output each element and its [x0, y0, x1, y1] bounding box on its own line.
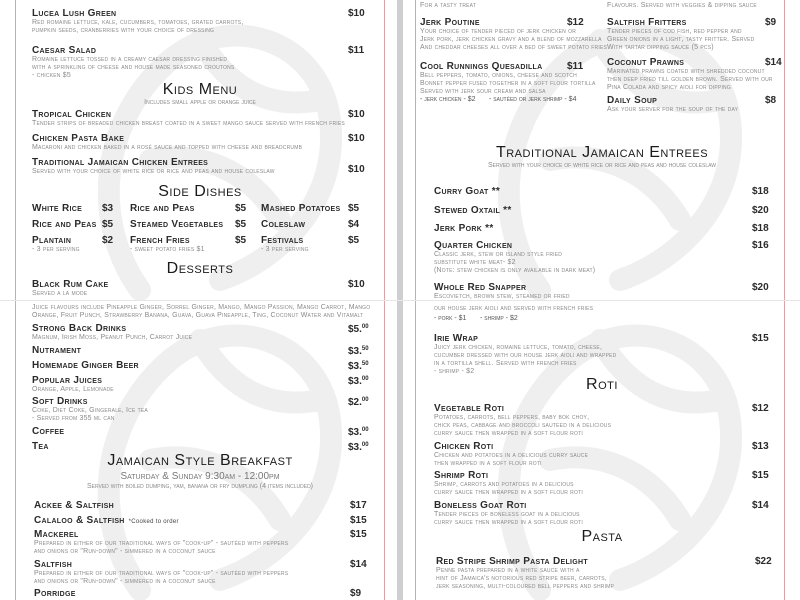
menu-item-name [434, 334, 478, 344]
page-border-line [15, 300, 16, 600]
page-border-line [384, 300, 385, 600]
menu-item-name [32, 324, 126, 334]
partial-description: our house jerk aioli and served with french fries [434, 305, 594, 312]
price-amount: $10 [348, 279, 365, 290]
menu-item-description: Served a la mode [32, 290, 88, 297]
menu-item-name [436, 557, 588, 567]
menu-item-label: Saltfish [34, 559, 73, 570]
section-title-desserts: Desserts [166, 260, 234, 277]
menu-item-name [34, 516, 179, 526]
menu-item-price [752, 404, 769, 414]
menu-item-price [755, 557, 772, 567]
menu-item-description: Tender strips of breaded chicken breast coated in a sweet mango sauce served with french fries [32, 120, 345, 127]
menu-item-price [350, 501, 367, 511]
menu-item-label: Vegetable Roti [434, 403, 505, 414]
menu-item-description: Orange, Apple, Lemonade [32, 386, 114, 393]
menu-item-description: pumpkin seeds, cranberries with your choice of dressing [32, 27, 215, 34]
menu-item-description: Potatoes, carrots, bell peppers, baby bok choy, [434, 414, 590, 421]
menu-item-description: Magnum, Irish Moss, Peanut Punch, Carrot Juice [32, 334, 193, 341]
menu-item-label: Coconut Prawns [607, 57, 685, 68]
menu-item-label: Soft Drinks [32, 396, 88, 407]
menu-item-inline-note: *Cooked to order [128, 519, 179, 525]
menu-item-description: Chicken and potatoes in a delicious curry sauce [434, 452, 589, 459]
price-amount: $3. [348, 442, 362, 453]
menu-item-label: Strong Back Drinks [32, 323, 127, 334]
menu-item-description: Your choice of tender pieced of jerk chicken or [420, 28, 577, 35]
menu-item-name [434, 206, 512, 216]
side-dish-price: $2 [102, 235, 114, 246]
menu-item-description: Escovietch, brown stew, steamed or fried [434, 293, 570, 300]
menu-item-description: Penne pasta prepared in a white sauce with a [436, 567, 580, 574]
price-cents: 00 [361, 442, 369, 448]
side-dish-name: French Fries [130, 235, 190, 246]
page-border-line [784, 0, 785, 300]
menu-item-price [765, 96, 776, 106]
price-amount: $12 [567, 17, 584, 28]
menu-item-price [765, 18, 776, 28]
menu-item-description: then wrapped in a soft flour roti [434, 460, 542, 467]
price-amount: $3. [348, 361, 362, 372]
side-dish-price: $5 [235, 203, 247, 214]
menu-item-price [350, 516, 367, 526]
price-amount: $3. [348, 427, 362, 438]
price-amount: $11 [567, 61, 584, 72]
menu-item-description: Shrimp, carrots and potatoes in a delicious [434, 481, 574, 488]
page-border-line [415, 0, 416, 300]
menu-item-name [434, 241, 512, 251]
menu-item-description: and onions or "Run-down" - simmered in a coconut sauce [34, 578, 216, 585]
menu-item-description: Pina Colada and spicy aioli for dipping [607, 84, 731, 91]
price-amount: $14 [350, 559, 367, 570]
menu-item-description: Bell peppers, tomato, onions, cheese and scotch [420, 72, 577, 79]
side-dish-name: Rice and Peas [130, 203, 195, 214]
menu-item-name [420, 62, 542, 72]
price-amount: $20 [752, 282, 769, 293]
menu-item-price [752, 283, 769, 293]
price-amount: $16 [752, 240, 769, 251]
price-amount: $9 [765, 17, 777, 28]
price-cents: 00 [361, 376, 369, 382]
menu-item-label: Irie Wrap [434, 333, 479, 344]
breakfast-hours: Saturday & Sunday 9:30am - 12:00pm [120, 471, 280, 482]
menu-item-description: chick peas, cabbage and broccoli sauteed in a delicious [434, 422, 612, 429]
price-amount: $15 [350, 515, 367, 526]
menu-item-name [434, 471, 488, 481]
menu-item-name [434, 224, 494, 234]
page-seam [0, 300, 800, 301]
menu-item-name [32, 46, 96, 56]
section-title-entrees: Traditional Jamaican Entrees [495, 144, 709, 161]
page-border-line [784, 300, 785, 600]
price-cents: 50 [361, 361, 369, 367]
menu-item-description: (Note: stew chicken is only available in dark meat) [434, 267, 596, 274]
price-amount: $2. [348, 397, 362, 408]
menu-item-price [348, 9, 365, 19]
side-dish-name: Steamed Vegetables [130, 219, 224, 230]
menu-item-label: Porridge [34, 588, 76, 599]
menu-item-name [434, 501, 527, 511]
menu-item-label: Traditional Jamaican Chicken Entrees [32, 157, 209, 168]
juice-description: Juice flavours include Pineapple Ginger, Sorrel Ginger, Mango, Mango Passion, Mango Carrot, Mango [32, 304, 371, 311]
section-subtitle: Includes small apple or orange juice [144, 99, 256, 106]
menu-item-price [752, 501, 769, 511]
price-amount: $14 [765, 57, 782, 68]
price-amount: $12 [752, 403, 769, 414]
menu-item-description: Ask your server for the soup of the day [607, 106, 739, 113]
price-amount: $8 [765, 95, 777, 106]
menu-item-label: Daily Soup [607, 95, 658, 106]
menu-item-description: - shrimp - $2 [434, 368, 475, 375]
menu-item-name [32, 280, 109, 290]
menu-item-description: cucumber dressed with our house jerk aioli and wrapped [434, 352, 617, 359]
menu-item-name [420, 18, 480, 28]
menu-item-description: curry sauce then wrapped in a soft flour roti [434, 519, 583, 526]
menu-item-label: Tea [32, 441, 49, 452]
menu-item-label: Lucea Lush Green [32, 8, 117, 19]
menu-item-description: curry sauce then wrapped in a soft flour roti [434, 489, 583, 496]
price-amount: $15 [752, 333, 769, 344]
price-amount: $15 [350, 529, 367, 540]
menu-item-description: With tartar dipping sauce (5 pcs) [607, 44, 714, 51]
price-amount: $10 [348, 133, 365, 144]
menu-item-description: Jerk pork, jerk chicken gravy and a blend of mozzarella [420, 36, 602, 43]
section-title-breakfast: Jamaican Style Breakfast [107, 452, 293, 469]
price-amount: $20 [752, 205, 769, 216]
page-border-line [415, 300, 416, 600]
menu-item-price [348, 346, 369, 357]
menu-item-price [348, 361, 369, 372]
menu-item-price [348, 442, 369, 453]
menu-item-label: Red Stripe Shrimp Pasta Delight [436, 556, 588, 567]
menu-item-description: Juicy jerk chicken, romaine lettuce, tomato, cheese, [434, 344, 603, 351]
menu-item-price [752, 206, 769, 216]
menu-item-price [752, 187, 769, 197]
menu-item-name [34, 501, 114, 511]
menu-item-name [32, 442, 49, 452]
menu-page-left-top [0, 0, 400, 300]
menu-item-description: jerk seasoning, multi-coloured bell peppers and shrimp [436, 583, 615, 590]
section-title-kids-menu: Kids Menu [162, 81, 238, 98]
menu-item-label: Cool Runnings Quesadilla [420, 61, 543, 72]
price-amount: $10 [348, 164, 365, 175]
price-cents: 50 [361, 346, 369, 352]
price-amount: $9 [350, 588, 362, 599]
menu-item-description: Red romaine lettuce, kale, cucumbers, tomatoes, grated carrots, [32, 19, 244, 26]
menu-item-name [434, 442, 493, 452]
menu-item-name [607, 18, 687, 28]
page-border-line [15, 0, 16, 300]
menu-item-price [567, 18, 584, 28]
side-dish-price: $5 [348, 203, 360, 214]
menu-item-description: in a tortilla shell. Served with french fries [434, 360, 577, 367]
menu-item-label: Jerk Pork ** [434, 223, 494, 234]
menu-item-label: Chicken Roti [434, 441, 494, 452]
menu-item-label: Jerk Poutine [420, 17, 480, 28]
menu-item-price [348, 46, 364, 56]
side-dish-price: $5 [102, 219, 114, 230]
menu-item-label: Curry Goat ** [434, 186, 501, 197]
menu-item-description: - Served from 355 ml can [32, 415, 115, 422]
section-subtitle: Served with boiled dumping, yam, banana or fry dumpling (4 items included) [86, 483, 314, 490]
menu-page-right-top [400, 0, 800, 300]
side-dish-price: $5 [235, 235, 247, 246]
price-amount: $14 [752, 500, 769, 511]
menu-item-description: Coke, Diet Coke, Gingerale, Ice tea [32, 407, 148, 414]
price-amount: $18 [752, 186, 769, 197]
price-cents: 00 [361, 397, 369, 403]
menu-item-description: Green onions in a light, tasty fritter. Served [607, 36, 755, 43]
menu-item-price [348, 397, 369, 408]
menu-item-label: Ackee & Saltfish [34, 500, 114, 511]
menu-item-name [32, 110, 111, 120]
menu-item-name [434, 283, 526, 293]
menu-item-label: Calaloo & Saltfish [34, 515, 125, 526]
page-border-line [384, 0, 385, 300]
menu-item-name [32, 427, 64, 437]
price-amount: $18 [752, 223, 769, 234]
menu-item-name [32, 158, 208, 168]
option-jerk-chicken: - jerk chicken - $2 [420, 96, 476, 103]
section-title-side-dishes: Side Dishes [158, 183, 242, 200]
menu-item-label: Coffee [32, 426, 65, 437]
menu-item-description: Tender pieces of cod fish, red pepper and [607, 28, 742, 35]
menu-item-description: then deep fried till golden brown. Served with our [607, 76, 773, 83]
price-amount: $10 [348, 8, 365, 19]
menu-item-name [32, 376, 102, 386]
side-dish-name: Rice and Peas [32, 219, 97, 230]
menu-item-name [607, 96, 657, 106]
menu-item-description: with a sprinkling of cheese and house made seasoned croutons [32, 64, 235, 71]
menu-item-description: Served with jerk sour cream and salsa [420, 88, 546, 95]
menu-item-label: Tropical Chicken [32, 109, 112, 120]
price-amount: $22 [755, 556, 772, 567]
menu-item-description: Prepared in either of our traditional ways of "cook-up" - sautéed with peppers [34, 570, 289, 577]
menu-item-price [752, 224, 769, 234]
menu-item-label: Boneless Goat Roti [434, 500, 527, 511]
price-amount: $17 [350, 500, 367, 511]
price-amount: $10 [348, 109, 365, 120]
menu-item-name [32, 9, 116, 19]
menu-item-label: Mackerel [34, 529, 79, 540]
menu-item-name [32, 134, 124, 144]
menu-item-price [752, 471, 769, 481]
menu-item-name [32, 346, 81, 356]
menu-item-label: Whole Red Snapper [434, 282, 527, 293]
menu-item-description: and onions or "Run-down" - simmered in a coconut sauce [34, 548, 216, 555]
menu-item-price [348, 376, 369, 387]
menu-item-description: Classic jerk, stew or island style fried [434, 251, 563, 258]
price-cents: 00 [361, 427, 369, 433]
menu-item-label: Caesar Salad [32, 45, 97, 56]
price-amount: $3. [348, 346, 362, 357]
menu-item-description: Romaine lettuce tossed in a creamy caesar dressing finished [32, 56, 228, 63]
menu-item-price [348, 280, 365, 290]
partial-description: Flavours. Served with veggies & dipping sauce [607, 2, 757, 9]
menu-page-right-bottom [400, 300, 800, 600]
section-subtitle: Served with your choice of white rice or rice and peas and house coleslaw [487, 162, 717, 169]
menu-item-price [765, 58, 782, 68]
section-title-roti: Roti [586, 376, 618, 393]
menu-item-label: Stewed Oxtail ** [434, 205, 512, 216]
menu-item-name [434, 404, 504, 414]
page-gutter [400, 300, 403, 600]
side-dish-price: $3 [102, 203, 114, 214]
menu-item-price [348, 134, 365, 144]
menu-item-name [34, 530, 79, 540]
menu-item-description: Prepared in either of our traditional ways of "cook-up" - sautéed with peppers [34, 540, 289, 547]
menu-page-left-bottom [0, 300, 400, 600]
partial-description: For a tasty treat [420, 2, 477, 9]
side-dish-price: $5 [235, 219, 247, 230]
side-dish-price: $5 [348, 235, 360, 246]
juice-description: Orange, Fruit Punch, Strawberry Banana, Guava, Guava Pineapple, Ting, Coconut Water and Vitamalt [32, 312, 364, 319]
menu-item-price [752, 334, 769, 344]
menu-item-price [752, 442, 769, 452]
menu-item-name [607, 58, 684, 68]
menu-item-name [34, 560, 72, 570]
menu-item-label: Quarter Chicken [434, 240, 513, 251]
menu-item-price [567, 62, 583, 72]
menu-item-label: Black Rum Cake [32, 279, 109, 290]
menu-item-description: - chicken $5 [32, 72, 71, 79]
menu-item-description: Macaroni and chicken baked in a rosé sauce and topped with cheese and breadcrumb [32, 144, 303, 151]
side-dish-name: Festivals [261, 235, 304, 246]
menu-item-label: Shrimp Roti [434, 470, 489, 481]
side-dish-name: Plantain [32, 235, 72, 246]
menu-item-price [350, 530, 367, 540]
menu-item-description: substitute white meat- $2 [434, 259, 516, 266]
side-dish-name: White Rice [32, 203, 83, 214]
menu-item-label: Nutrament [32, 345, 82, 356]
menu-item-description: Marinated prawns coated with shredded coconut [607, 68, 765, 75]
menu-item-price [348, 324, 369, 335]
side-dish-price: $4 [348, 219, 360, 230]
menu-item-description: And cheddar cheeses all over a bed of sweet potato fries [420, 44, 608, 51]
menu-item-price [348, 427, 369, 438]
side-dish-name: Mashed Potatoes [261, 203, 341, 214]
menu-item-price [350, 589, 361, 599]
option-shrimp: - shrimp - $2 [480, 315, 518, 322]
menu-item-name [32, 361, 139, 371]
page-gutter [400, 0, 403, 300]
menu-item-description: Tender pieces of boneless goat in a delicious [434, 511, 580, 518]
side-dish-note: - 3 per serving [261, 246, 309, 253]
menu-item-description: hint of Jamaica's notorious red stripe beer, carrots, [436, 575, 607, 582]
option-pork: - pork - $1 [434, 315, 467, 322]
menu-item-price [752, 241, 769, 251]
price-cents: 00 [361, 324, 369, 330]
menu-item-name [34, 589, 76, 599]
section-title-pasta: Pasta [581, 528, 623, 545]
menu-item-name [434, 187, 500, 197]
option-shrimp: - sautéed or jerk shrimp - $4 [489, 96, 577, 103]
menu-item-label: Homemade Ginger Beer [32, 360, 139, 371]
side-dish-note: - sweet potato fries $1 [130, 246, 205, 253]
menu-item-label: Saltfish Fritters [607, 17, 687, 28]
menu-item-description: Served with your choice of white rice or rice and peas and house coleslaw [32, 168, 275, 175]
price-amount: $13 [752, 441, 769, 452]
side-dish-name: Coleslaw [261, 219, 306, 230]
price-amount: $5. [348, 324, 362, 335]
price-amount: $11 [348, 45, 365, 56]
menu-item-price [348, 110, 365, 120]
menu-item-label: Popular Juices [32, 375, 103, 386]
side-dish-note: - 3 per serving [32, 246, 80, 253]
menu-item-price [350, 560, 367, 570]
menu-item-description: curry sauce then wrapped in a soft flour roti [434, 430, 583, 437]
menu-item-description: Bonnet pepper fused together in a soft flour tortilla [420, 80, 596, 87]
price-amount: $3. [348, 376, 362, 387]
menu-item-label: Chicken Pasta Bake [32, 133, 125, 144]
menu-item-price [348, 165, 365, 175]
menu-item-name [32, 397, 88, 407]
price-amount: $15 [752, 470, 769, 481]
